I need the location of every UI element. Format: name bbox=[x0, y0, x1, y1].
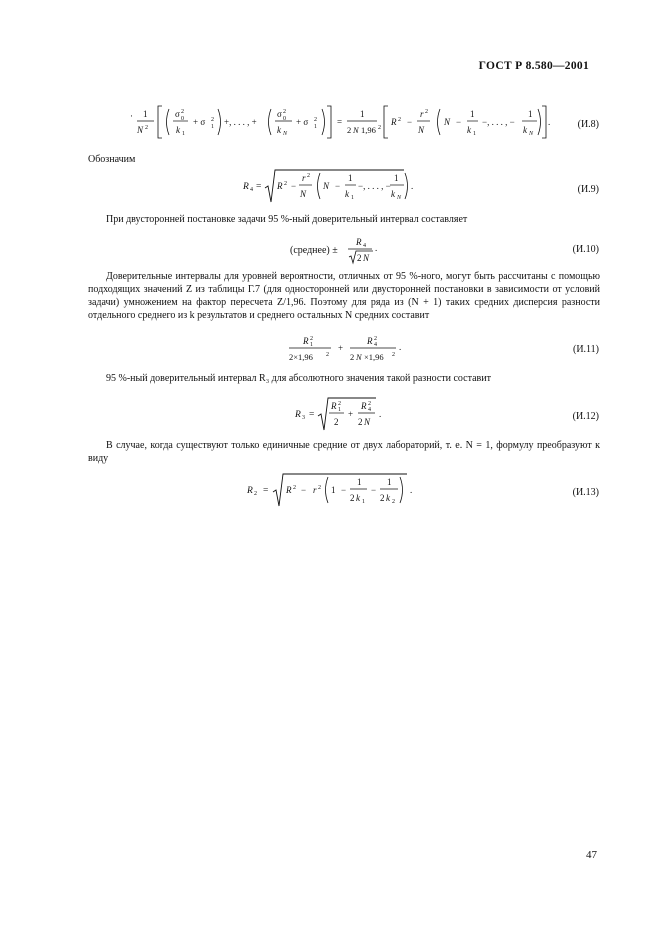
svg-text:1: 1 bbox=[143, 109, 148, 119]
svg-text:−: − bbox=[335, 181, 341, 191]
svg-text:2: 2 bbox=[374, 336, 377, 342]
svg-text:=: = bbox=[263, 486, 269, 496]
svg-text:r: r bbox=[420, 109, 424, 119]
svg-text:N: N bbox=[529, 131, 534, 137]
svg-text:−: − bbox=[291, 181, 297, 191]
equation-i13 bbox=[246, 472, 426, 512]
svg-text:2: 2 bbox=[211, 117, 214, 123]
svg-text:2: 2 bbox=[380, 493, 385, 503]
svg-text:2: 2 bbox=[145, 125, 148, 131]
svg-text:R: R bbox=[367, 336, 373, 346]
intro-designate: Обозначим bbox=[88, 154, 136, 165]
svg-text:R: R bbox=[331, 401, 337, 411]
svg-text:σ: σ bbox=[175, 109, 180, 119]
svg-text:2: 2 bbox=[314, 117, 317, 123]
svg-text:1: 1 bbox=[211, 124, 214, 130]
svg-text:2: 2 bbox=[284, 181, 287, 187]
svg-text:.: . bbox=[375, 243, 378, 253]
svg-text:−: − bbox=[407, 117, 413, 127]
svg-text:R: R bbox=[356, 237, 362, 247]
svg-text:4: 4 bbox=[374, 342, 377, 348]
svg-text:2: 2 bbox=[338, 401, 341, 407]
svg-text:1: 1 bbox=[182, 131, 185, 137]
svg-text:3: 3 bbox=[302, 415, 305, 421]
svg-text:N: N bbox=[300, 189, 307, 199]
svg-text:2: 2 bbox=[425, 109, 428, 115]
equation-i8 bbox=[128, 104, 551, 144]
svg-text:=: = bbox=[256, 182, 262, 192]
svg-text:k: k bbox=[391, 189, 395, 199]
equation-number-i11: (И.11) bbox=[572, 344, 599, 355]
svg-text:R: R bbox=[247, 486, 253, 496]
svg-text:R: R bbox=[243, 182, 249, 192]
svg-text:1: 1 bbox=[338, 407, 341, 413]
svg-text:4: 4 bbox=[368, 407, 371, 413]
svg-text:.: . bbox=[411, 181, 414, 191]
svg-text:R: R bbox=[391, 117, 397, 127]
svg-text:+ σ: + σ bbox=[296, 117, 309, 127]
svg-text:N: N bbox=[363, 253, 370, 263]
svg-text:−: − bbox=[301, 485, 307, 495]
svg-text:k: k bbox=[277, 125, 281, 135]
svg-text:R: R bbox=[303, 336, 309, 346]
svg-text:2: 2 bbox=[283, 109, 286, 115]
equation-number-i9: (И.9) bbox=[577, 184, 599, 195]
svg-text:−: − bbox=[371, 485, 377, 495]
svg-text:2: 2 bbox=[310, 336, 313, 342]
svg-text:0: 0 bbox=[181, 116, 184, 122]
equation-number-i8: (И.8) bbox=[577, 119, 599, 130]
svg-text:2: 2 bbox=[254, 491, 257, 497]
svg-text:1: 1 bbox=[348, 173, 353, 183]
svg-text:2: 2 bbox=[318, 485, 321, 491]
svg-text:+ σ: + σ bbox=[193, 117, 206, 127]
svg-text:1: 1 bbox=[331, 485, 336, 495]
svg-text:k: k bbox=[356, 493, 360, 503]
svg-text:1: 1 bbox=[360, 109, 365, 119]
svg-text:k: k bbox=[467, 125, 471, 135]
paragraph-95-interval: 95 %-ный доверительный интервал R₃ для абсолютного значения такой разности составит bbox=[106, 373, 491, 384]
svg-text:R: R bbox=[295, 410, 301, 420]
equation-number-i10: (И.10) bbox=[572, 244, 599, 255]
svg-text:2: 2 bbox=[181, 109, 184, 115]
svg-text:+: + bbox=[338, 343, 344, 353]
equation-i12 bbox=[294, 396, 404, 436]
equation-i10 bbox=[348, 234, 398, 274]
svg-text:1: 1 bbox=[357, 477, 362, 487]
svg-text:2: 2 bbox=[378, 125, 381, 131]
svg-text:R: R bbox=[361, 401, 367, 411]
equation-i9 bbox=[241, 168, 441, 208]
svg-text:1: 1 bbox=[362, 499, 365, 505]
paragraph-two-sided: При двусторонней постановке задачи 95 %-ный доверительный интервал составляет bbox=[106, 214, 468, 225]
svg-text:N: N bbox=[397, 195, 402, 201]
svg-text:2: 2 bbox=[307, 173, 310, 179]
svg-text:r: r bbox=[302, 173, 306, 183]
svg-text:.: . bbox=[548, 117, 551, 127]
svg-text:2: 2 bbox=[334, 417, 339, 427]
paragraph-confidence-intervals: Доверительные интервалы для уровней вероятности, отличных от 95 %-ного, могут быть рассчитаны с помощью подходящих значений Z из таблицы Г.7 (для односторонней или двусторонней постановки в зависимости от условий задачи) умножением на фактор пересчета Z/1,96. Поэтому для ряда из (N + 1) таких средних дисперсия разности отдельного среднего из k результатов и среднего остальных N средних составит bbox=[88, 271, 600, 321]
svg-text:2: 2 bbox=[326, 352, 329, 358]
svg-text:=: = bbox=[309, 410, 315, 420]
svg-text:2: 2 bbox=[347, 125, 352, 135]
svg-text:k: k bbox=[523, 125, 527, 135]
svg-text:.: . bbox=[410, 485, 413, 495]
svg-text:.: . bbox=[399, 342, 402, 352]
svg-text:−: − bbox=[341, 485, 347, 495]
svg-text:2: 2 bbox=[398, 117, 401, 123]
svg-text:1: 1 bbox=[470, 109, 475, 119]
svg-text:N: N bbox=[364, 417, 371, 427]
svg-text:1: 1 bbox=[351, 195, 354, 201]
svg-text:1: 1 bbox=[528, 109, 533, 119]
svg-text:4: 4 bbox=[363, 243, 366, 249]
svg-text:N: N bbox=[283, 131, 288, 137]
svg-text:1: 1 bbox=[473, 131, 476, 137]
svg-text:2: 2 bbox=[358, 417, 363, 427]
equation-i10-lhs: (среднее) ± bbox=[290, 245, 338, 256]
svg-text:+: + bbox=[348, 409, 354, 419]
equation-number-i13: (И.13) bbox=[572, 487, 599, 498]
equation-i11 bbox=[288, 333, 402, 373]
svg-text:2: 2 bbox=[350, 493, 355, 503]
equation-number-i12: (И.12) bbox=[572, 411, 599, 422]
svg-text:2: 2 bbox=[357, 253, 362, 263]
svg-text:−, . . . , −: −, . . . , − bbox=[482, 117, 515, 127]
svg-text:0: 0 bbox=[283, 116, 286, 122]
svg-text:1: 1 bbox=[394, 173, 399, 183]
svg-text:·: · bbox=[130, 111, 133, 121]
svg-text:N: N bbox=[323, 181, 330, 191]
page-number: 47 bbox=[586, 849, 597, 861]
svg-text:.: . bbox=[379, 409, 382, 419]
svg-text:2: 2 bbox=[293, 485, 296, 491]
svg-text:−, . . . , −: −, . . . , − bbox=[358, 181, 391, 191]
svg-text:2: 2 bbox=[392, 499, 395, 505]
svg-text:1: 1 bbox=[314, 124, 317, 130]
svg-text:R: R bbox=[286, 485, 292, 495]
svg-text:1,96: 1,96 bbox=[361, 125, 376, 135]
svg-text:N: N bbox=[353, 125, 359, 135]
svg-text:k: k bbox=[386, 493, 390, 503]
svg-text:×1,96: ×1,96 bbox=[364, 352, 384, 362]
svg-text:N: N bbox=[356, 352, 362, 362]
svg-text:−: − bbox=[456, 117, 462, 127]
svg-text:=: = bbox=[337, 117, 343, 127]
standard-header: ГОСТ Р 8.580—2001 bbox=[478, 60, 589, 72]
svg-text:N: N bbox=[444, 117, 451, 127]
paragraph-single-averages: В случае, когда существуют только единичные средние от двух лабораторий, т. е. N = 1, формулу преобразуют к виду bbox=[88, 440, 600, 464]
svg-text:k: k bbox=[176, 125, 180, 135]
svg-text:2×1,96: 2×1,96 bbox=[289, 352, 313, 362]
svg-text:1: 1 bbox=[310, 342, 313, 348]
svg-text:4: 4 bbox=[250, 187, 253, 193]
svg-text:2: 2 bbox=[368, 401, 371, 407]
svg-text:N: N bbox=[137, 125, 144, 135]
svg-text:R: R bbox=[277, 181, 283, 191]
svg-text:2: 2 bbox=[350, 352, 355, 362]
svg-text:N: N bbox=[418, 125, 425, 135]
svg-text:r: r bbox=[313, 485, 317, 495]
svg-text:σ: σ bbox=[277, 109, 282, 119]
svg-text:+, . . . , +: +, . . . , + bbox=[224, 117, 257, 127]
svg-text:1: 1 bbox=[387, 477, 392, 487]
svg-text:k: k bbox=[345, 189, 349, 199]
svg-text:2: 2 bbox=[392, 352, 395, 358]
